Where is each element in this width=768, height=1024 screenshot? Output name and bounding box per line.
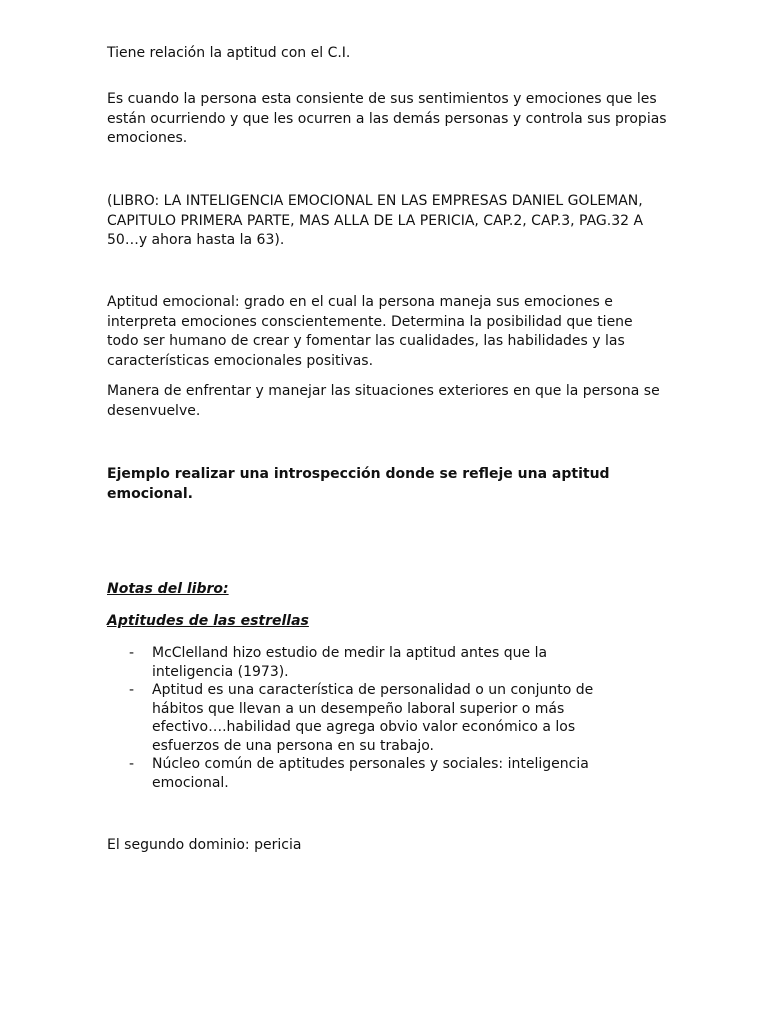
paragraph-definition: Es cuando la persona esta consiente de sus sentimientos y emociones que les están ocurriendo y que les ocurren a las demás personas y controla sus propias emociones. bbox=[107, 91, 667, 146]
heading-book-notes: Notas del libro: bbox=[107, 581, 229, 597]
paragraph-book-reference: (LIBRO: LA INTELIGENCIA EMOCIONAL EN LAS EMPRESAS DANIEL GOLEMAN, CAPITULO PRIMERA PARTE, MAS ALLA DE LA PERICIA, CAP.2, CAP.3, PAG.32 A 50…y ahora hasta la 63). bbox=[107, 193, 644, 248]
dash-bullet: - bbox=[129, 645, 135, 661]
list-item bbox=[107, 755, 627, 792]
list-item-text: McClelland hizo estudio de medir la aptitud antes que la inteligencia (1973). bbox=[152, 645, 548, 680]
heading-star-aptitudes: Aptitudes de las estrellas bbox=[107, 613, 309, 629]
list-item-text: Aptitud es una característica de personalidad o un conjunto de hábitos que llevan a un desempeño laboral superior o más efectivo….habilidad que agrega obvio valor económico a los esfuerzos de una persona en su trabajo. bbox=[152, 682, 594, 754]
dash-bullet: - bbox=[129, 682, 135, 698]
dash-bullet: - bbox=[129, 756, 135, 772]
paragraph-ci-relation: Tiene relación la aptitud con el C.I. bbox=[107, 45, 351, 61]
list-item bbox=[107, 681, 627, 755]
paragraph-manner: Manera de enfrentar y manejar las situaciones exteriores en que la persona se desenvuelve. bbox=[107, 383, 660, 419]
paragraph-second-domain: El segundo dominio: pericia bbox=[107, 837, 302, 853]
notes-list bbox=[107, 644, 667, 792]
list-item bbox=[107, 644, 627, 681]
paragraph-example: Ejemplo realizar una introspección donde se refleje una aptitud emocional. bbox=[107, 466, 610, 502]
paragraph-emotional-aptitude: Aptitud emocional: grado en el cual la persona maneja sus emociones e interpreta emociones conscientemente. Determina la posibilidad que tiene todo ser humano de crear y fomentar las cualidades, las habilidades y las características emocionales positivas. bbox=[107, 294, 633, 369]
list-item-text: Núcleo común de aptitudes personales y sociales: inteligencia emocional. bbox=[152, 756, 589, 791]
